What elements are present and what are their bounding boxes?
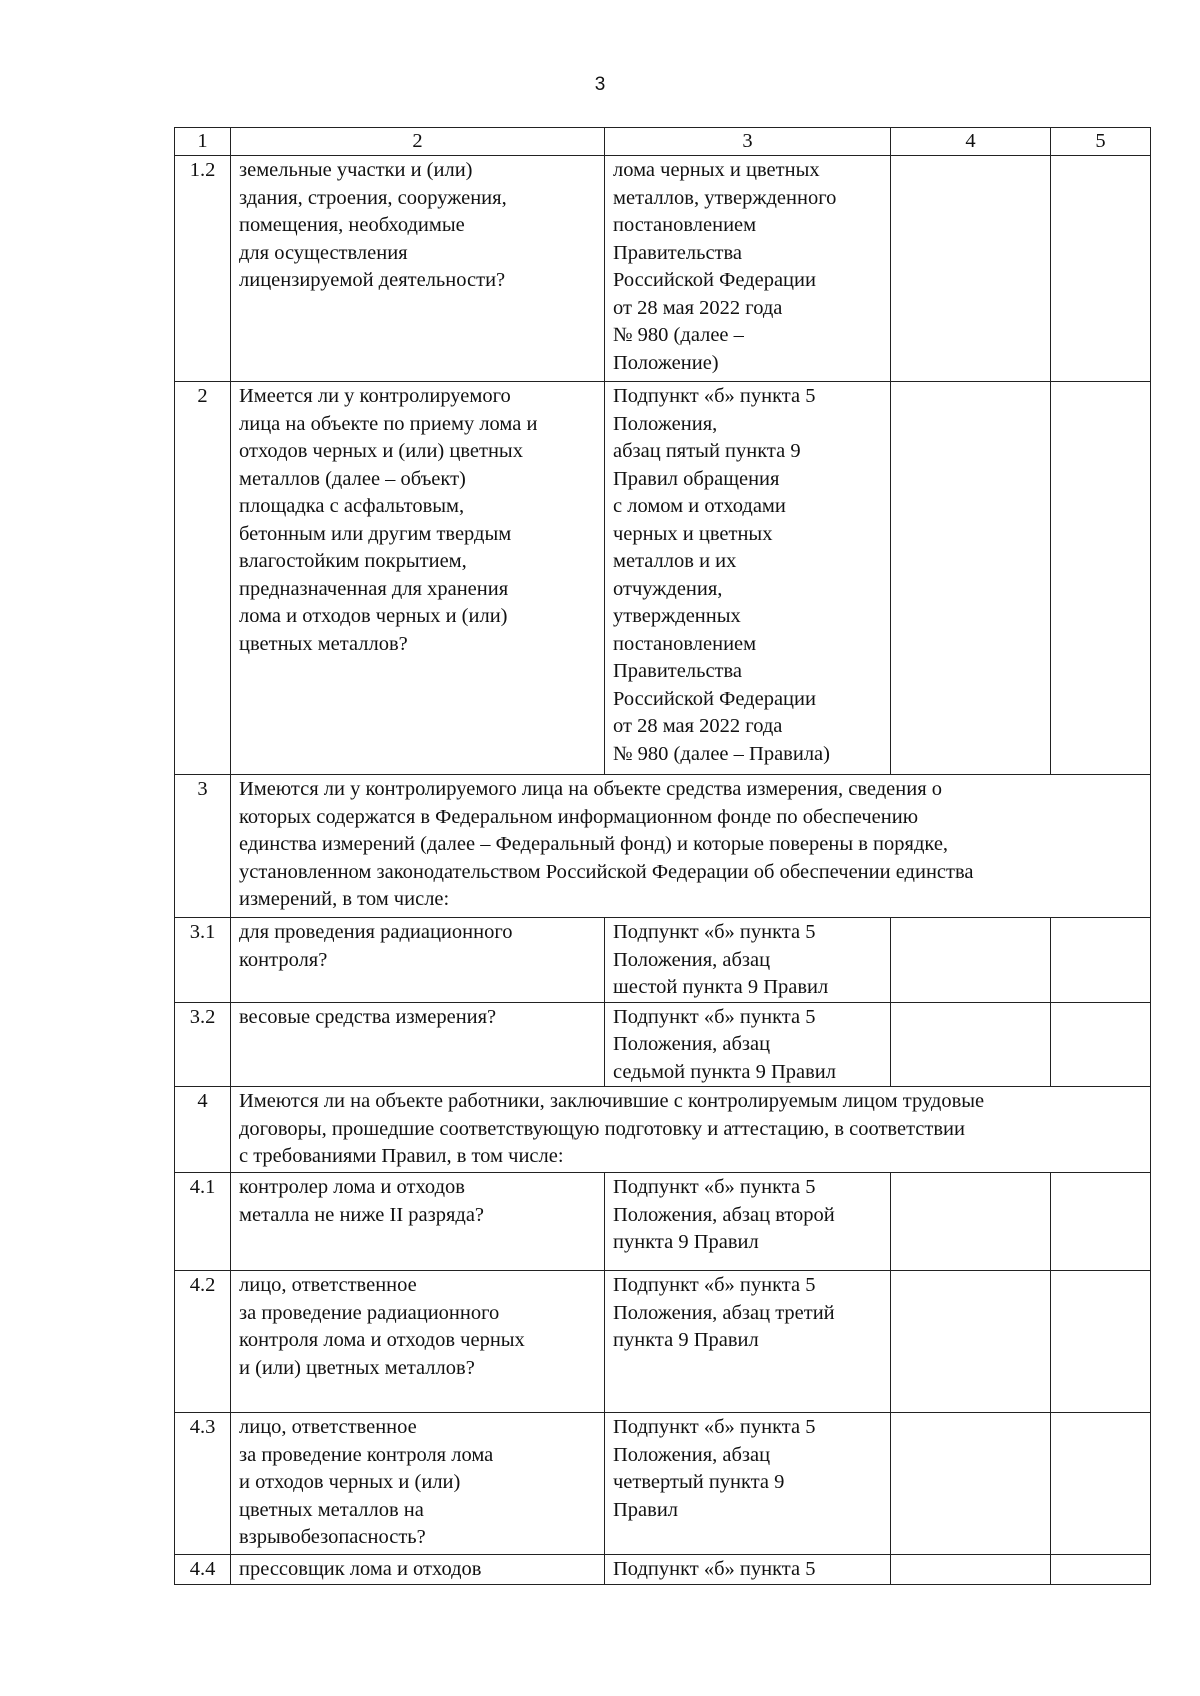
table-row: [175, 1002, 1151, 1087]
question-cell: Имеется ли у контролируемого лица на объекте по приему лома и отходов черных и (или) цветных металлов (далее – объект) площадка с асфальтовым, бетонным или другим твердым влагостойким покрытием, предназначенная для хранения лома и отходов черных и (или) цветных металлов?: [231, 382, 605, 775]
note-cell[interactable]: [1051, 1002, 1151, 1087]
header-cell-1: 1: [175, 128, 231, 156]
answer-cell[interactable]: [891, 1555, 1051, 1585]
question-cell: лицо, ответственное за проведение контроля лома и отходов черных и (или) цветных металлов на взрывобезопасность?: [231, 1413, 605, 1555]
note-cell[interactable]: [1051, 382, 1151, 775]
table-row: [175, 1555, 1151, 1585]
legal-basis-cell: Подпункт «б» пункта 5 Положения, абзац пятый пункта 9 Правил обращения с ломом и отходами черных и цветных металлов и их отчуждения, утвержденных постановлением Правительства Российской Федерации от 28 мая 2022 года № 980 (далее – Правила): [605, 382, 891, 775]
legal-basis-cell: Подпункт «б» пункта 5 Положения, абзац второй пункта 9 Правил: [605, 1173, 891, 1271]
legal-basis-cell: Подпункт «б» пункта 5 Положения, абзац седьмой пункта 9 Правил: [605, 1002, 891, 1087]
answer-cell[interactable]: [891, 1173, 1051, 1271]
table-row: [175, 775, 1151, 918]
header-cell-5: 5: [1051, 128, 1151, 156]
table-row: [175, 1173, 1151, 1271]
legal-basis-cell: Подпункт «б» пункта 5: [605, 1555, 891, 1585]
answer-cell[interactable]: [891, 1002, 1051, 1087]
row-number: 4.2: [175, 1271, 231, 1413]
note-cell[interactable]: [1051, 918, 1151, 1003]
answer-cell[interactable]: [891, 156, 1051, 382]
answer-cell[interactable]: [891, 1413, 1051, 1555]
section-heading-cell: Имеются ли у контролируемого лица на объекте средства измерения, сведения о которых содержатся в Федеральном информационном фонде по обеспечению единства измерений (далее – Федеральный фонд) и которые поверены в порядке, установленном законодательством Российской Федерации об обеспечении единства измерений, в том числе:: [231, 775, 1151, 918]
row-number: 3.2: [175, 1002, 231, 1087]
answer-cell[interactable]: [891, 382, 1051, 775]
page-number: 3: [594, 74, 606, 95]
row-number: 4.3: [175, 1413, 231, 1555]
row-number: 4.1: [175, 1173, 231, 1271]
note-cell[interactable]: [1051, 1173, 1151, 1271]
legal-basis-cell: Подпункт «б» пункта 5 Положения, абзац третий пункта 9 Правил: [605, 1271, 891, 1413]
question-cell: контролер лома и отходов металла не ниже II разряда?: [231, 1173, 605, 1271]
table-row: [175, 1271, 1151, 1413]
legal-basis-cell: Подпункт «б» пункта 5 Положения, абзац четвертый пункта 9 Правил: [605, 1413, 891, 1555]
row-number: 4: [175, 1087, 231, 1173]
legal-basis-cell: лома черных и цветных металлов, утвержденного постановлением Правительства Российской Федерации от 28 мая 2022 года № 980 (далее – Положение): [605, 156, 891, 382]
question-cell: для проведения радиационного контроля?: [231, 918, 605, 1003]
row-number: 3.1: [175, 918, 231, 1003]
table-row: [175, 1413, 1151, 1555]
row-number: 3: [175, 775, 231, 918]
table-row: [175, 156, 1151, 382]
answer-cell[interactable]: [891, 1271, 1051, 1413]
legal-basis-cell: Подпункт «б» пункта 5 Положения, абзац шестой пункта 9 Правил: [605, 918, 891, 1003]
header-cell-2: 2: [231, 128, 605, 156]
question-cell: прессовщик лома и отходов: [231, 1555, 605, 1585]
note-cell[interactable]: [1051, 1271, 1151, 1413]
header-cell-4: 4: [891, 128, 1051, 156]
answer-cell[interactable]: [891, 918, 1051, 1003]
header-cell-3: 3: [605, 128, 891, 156]
checklist-table: [174, 127, 1151, 1585]
note-cell[interactable]: [1051, 1555, 1151, 1585]
section-heading-cell: Имеются ли на объекте работники, заключившие с контролируемым лицом трудовые договоры, прошедшие соответствующую подготовку и аттестацию, в соответствии с требованиями Правил, в том числе:: [231, 1087, 1151, 1173]
question-cell: лицо, ответственное за проведение радиационного контроля лома и отходов черных и (или) цветных металлов?: [231, 1271, 605, 1413]
table-row: [175, 382, 1151, 775]
row-number: 4.4: [175, 1555, 231, 1585]
table-header-row: [175, 128, 1151, 156]
question-cell: весовые средства измерения?: [231, 1002, 605, 1087]
row-number: 1.2: [175, 156, 231, 382]
table-row: [175, 1087, 1151, 1173]
note-cell[interactable]: [1051, 156, 1151, 382]
table-row: [175, 918, 1151, 1003]
question-cell: земельные участки и (или) здания, строения, сооружения, помещения, необходимые для осуществления лицензируемой деятельности?: [231, 156, 605, 382]
note-cell[interactable]: [1051, 1413, 1151, 1555]
row-number: 2: [175, 382, 231, 775]
